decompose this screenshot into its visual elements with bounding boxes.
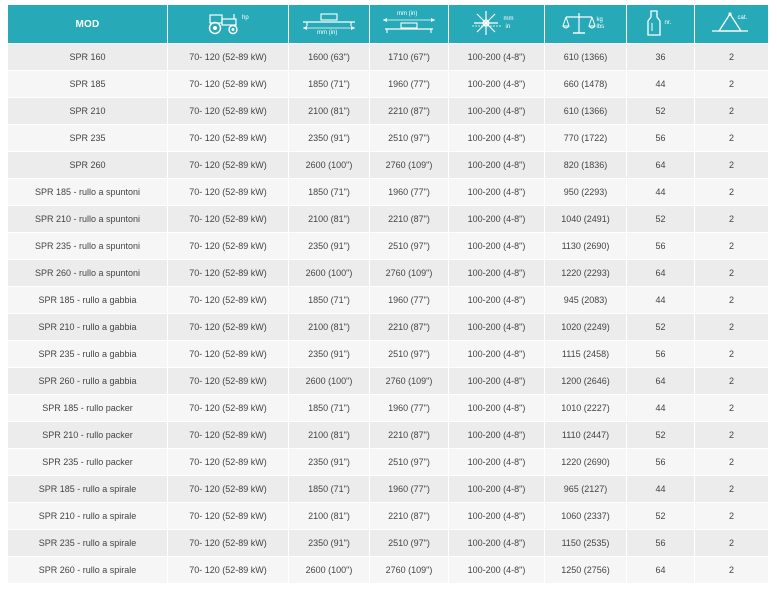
hitch-category-cell: 2 (695, 259, 768, 286)
hitch-category-cell: 2 (695, 313, 768, 340)
working-depth-cell: 100-200 (4-8") (449, 529, 545, 556)
weight-cell: 660 (1478) (545, 70, 627, 97)
working-depth-cell: 100-200 (4-8") (449, 232, 545, 259)
weight-cell: 1150 (2535) (545, 529, 627, 556)
header-working-width (289, 5, 370, 43)
table-row (8, 367, 768, 394)
blades-cell: 44 (627, 70, 695, 97)
blades-cell: 64 (627, 556, 695, 583)
overall-width-icon (379, 9, 439, 37)
blades-cell: 56 (627, 529, 695, 556)
weight-cell: 610 (1366) (545, 97, 627, 124)
weight-cell: 945 (2083) (545, 286, 627, 313)
model-cell: SPR 185 - rullo packer (8, 394, 168, 421)
table-row (8, 340, 768, 367)
weight-unit-bottom: lbs (596, 24, 605, 30)
overall-width-cell: 2210 (87") (370, 502, 449, 529)
power-unit-label: hp (242, 15, 249, 21)
blades-cell: 64 (627, 259, 695, 286)
working-width-cell: 2100 (81") (289, 97, 370, 124)
model-cell: SPR 210 (8, 97, 168, 124)
model-cell: SPR 185 - rullo a spuntoni (8, 178, 168, 205)
weight-cell: 1020 (2249) (545, 313, 627, 340)
weight-cell: 1250 (2756) (545, 556, 627, 583)
overall-width-cell: 1960 (77") (370, 475, 449, 502)
hitch-category-cell: 2 (695, 205, 768, 232)
weight-cell: 1060 (2337) (545, 502, 627, 529)
power-cell: 70- 120 (52-89 kW) (168, 151, 289, 178)
blades-cell: 52 (627, 421, 695, 448)
working-depth-icon (470, 9, 524, 37)
overall-width-cell: 2510 (97") (370, 232, 449, 259)
overall-width-cell: 2760 (109") (370, 259, 449, 286)
model-cell: SPR 160 (8, 43, 168, 70)
overall-width-cell: 2210 (87") (370, 421, 449, 448)
header-overall-width (370, 5, 449, 43)
power-cell: 70- 120 (52-89 kW) (168, 556, 289, 583)
tractor-icon (204, 11, 252, 35)
blades-cell: 56 (627, 340, 695, 367)
overall-width-cell: 2760 (109") (370, 556, 449, 583)
working-depth-cell: 100-200 (4-8") (449, 70, 545, 97)
table-row (8, 394, 768, 421)
blades-cell: 52 (627, 205, 695, 232)
blades-cell: 44 (627, 394, 695, 421)
table-row (8, 556, 768, 583)
model-cell: SPR 235 (8, 124, 168, 151)
power-cell: 70- 120 (52-89 kW) (168, 421, 289, 448)
working-depth-cell: 100-200 (4-8") (449, 43, 545, 70)
model-cell: SPR 235 - rullo a spirale (8, 529, 168, 556)
header-power (168, 5, 289, 43)
power-cell: 70- 120 (52-89 kW) (168, 475, 289, 502)
blades-cell: 44 (627, 475, 695, 502)
hitch-category-cell: 2 (695, 529, 768, 556)
model-cell: SPR 185 (8, 70, 168, 97)
overall-width-cell: 2760 (109") (370, 151, 449, 178)
overall-width-cell: 1960 (77") (370, 70, 449, 97)
working-width-cell: 2100 (81") (289, 421, 370, 448)
overall-width-cell: 2210 (87") (370, 313, 449, 340)
table-row (8, 313, 768, 340)
power-cell: 70- 120 (52-89 kW) (168, 367, 289, 394)
hitch-category-cell: 2 (695, 475, 768, 502)
spec-table-container (8, 5, 768, 583)
weight-cell: 1200 (2646) (545, 367, 627, 394)
blade-icon (643, 9, 679, 37)
working-width-cell: 2600 (100") (289, 367, 370, 394)
table-row (8, 448, 768, 475)
power-cell: 70- 120 (52-89 kW) (168, 43, 289, 70)
working-depth-cell: 100-200 (4-8") (449, 448, 545, 475)
hitch-unit-label: cat. (737, 15, 748, 21)
power-cell: 70- 120 (52-89 kW) (168, 286, 289, 313)
model-cell: SPR 185 - rullo a spirale (8, 475, 168, 502)
power-cell: 70- 120 (52-89 kW) (168, 124, 289, 151)
blades-cell: 44 (627, 178, 695, 205)
working-depth-cell: 100-200 (4-8") (449, 97, 545, 124)
table-row (8, 259, 768, 286)
working-width-cell: 2600 (100") (289, 556, 370, 583)
header-hitch-category (695, 5, 768, 43)
model-cell: SPR 235 - rullo packer (8, 448, 168, 475)
weight-cell: 1220 (2293) (545, 259, 627, 286)
working-width-cell: 1850 (71") (289, 394, 370, 421)
blades-cell: 52 (627, 313, 695, 340)
header-model: MOD (8, 5, 168, 43)
working-width-cell: 2350 (91") (289, 340, 370, 367)
hitch-category-cell: 2 (695, 286, 768, 313)
working-width-cell: 2100 (81") (289, 205, 370, 232)
power-cell: 70- 120 (52-89 kW) (168, 340, 289, 367)
model-cell: SPR 235 - rullo a gabbia (8, 340, 168, 367)
working-width-unit-label: mm (in) (317, 30, 338, 36)
weight-cell: 1110 (2447) (545, 421, 627, 448)
working-depth-cell: 100-200 (4-8") (449, 151, 545, 178)
model-cell: SPR 260 - rullo a spirale (8, 556, 168, 583)
hitch-category-cell: 2 (695, 421, 768, 448)
working-depth-cell: 100-200 (4-8") (449, 178, 545, 205)
working-depth-cell: 100-200 (4-8") (449, 556, 545, 583)
table-row (8, 232, 768, 259)
working-width-cell: 1850 (71") (289, 178, 370, 205)
blades-cell: 52 (627, 97, 695, 124)
table-row (8, 43, 768, 70)
blades-cell: 36 (627, 43, 695, 70)
hitch-category-cell: 2 (695, 178, 768, 205)
hitch-category-cell: 2 (695, 367, 768, 394)
model-cell: SPR 185 - rullo a gabbia (8, 286, 168, 313)
overall-width-cell: 2510 (97") (370, 340, 449, 367)
power-cell: 70- 120 (52-89 kW) (168, 529, 289, 556)
working-width-cell: 2600 (100") (289, 151, 370, 178)
depth-unit-bottom: in (505, 24, 511, 30)
weight-unit-top: kg (596, 17, 603, 23)
overall-width-cell: 1960 (77") (370, 286, 449, 313)
blades-cell: 52 (627, 502, 695, 529)
working-depth-cell: 100-200 (4-8") (449, 259, 545, 286)
blades-cell: 56 (627, 232, 695, 259)
overall-width-cell: 2510 (97") (370, 529, 449, 556)
hitch-category-cell: 2 (695, 340, 768, 367)
model-cell: SPR 210 - rullo a spuntoni (8, 205, 168, 232)
table-row (8, 151, 768, 178)
overall-width-cell: 2510 (97") (370, 448, 449, 475)
weight-cell: 610 (1366) (545, 43, 627, 70)
overall-width-cell: 2760 (109") (370, 367, 449, 394)
working-width-cell: 2350 (91") (289, 232, 370, 259)
working-depth-cell: 100-200 (4-8") (449, 475, 545, 502)
weight-cell: 1010 (2227) (545, 394, 627, 421)
model-cell: SPR 210 - rullo a spirale (8, 502, 168, 529)
table-row (8, 421, 768, 448)
hitch-category-cell: 2 (695, 232, 768, 259)
weight-cell: 950 (2293) (545, 178, 627, 205)
header-blades (627, 5, 695, 43)
working-depth-cell: 100-200 (4-8") (449, 421, 545, 448)
power-cell: 70- 120 (52-89 kW) (168, 313, 289, 340)
power-cell: 70- 120 (52-89 kW) (168, 97, 289, 124)
spec-table (8, 5, 768, 583)
blades-unit-label: nr. (664, 20, 672, 26)
working-depth-cell: 100-200 (4-8") (449, 340, 545, 367)
overall-width-cell: 2210 (87") (370, 205, 449, 232)
model-cell: SPR 210 - rullo a gabbia (8, 313, 168, 340)
table-row (8, 205, 768, 232)
hitch-category-cell: 2 (695, 448, 768, 475)
weight-cell: 1130 (2690) (545, 232, 627, 259)
weight-scale-icon (561, 9, 611, 37)
working-depth-cell: 100-200 (4-8") (449, 124, 545, 151)
hitch-category-cell: 2 (695, 97, 768, 124)
working-depth-cell: 100-200 (4-8") (449, 394, 545, 421)
power-cell: 70- 120 (52-89 kW) (168, 70, 289, 97)
weight-cell: 1040 (2491) (545, 205, 627, 232)
hitch-category-cell: 2 (695, 502, 768, 529)
working-width-cell: 2350 (91") (289, 124, 370, 151)
working-width-cell: 2100 (81") (289, 502, 370, 529)
working-width-icon (299, 9, 359, 37)
working-width-cell: 1600 (63") (289, 43, 370, 70)
overall-width-cell: 1710 (67") (370, 43, 449, 70)
power-cell: 70- 120 (52-89 kW) (168, 205, 289, 232)
overall-width-cell: 2510 (97") (370, 124, 449, 151)
working-width-cell: 1850 (71") (289, 286, 370, 313)
weight-cell: 820 (1836) (545, 151, 627, 178)
power-cell: 70- 120 (52-89 kW) (168, 448, 289, 475)
power-cell: 70- 120 (52-89 kW) (168, 178, 289, 205)
table-row (8, 178, 768, 205)
overall-width-cell: 2210 (87") (370, 97, 449, 124)
hitch-category-cell: 2 (695, 124, 768, 151)
model-cell: SPR 235 - rullo a spuntoni (8, 232, 168, 259)
hitch-category-cell: 2 (695, 556, 768, 583)
blades-cell: 56 (627, 448, 695, 475)
model-cell: SPR 210 - rullo packer (8, 421, 168, 448)
model-cell: SPR 260 - rullo a spuntoni (8, 259, 168, 286)
table-row (8, 475, 768, 502)
blades-cell: 64 (627, 151, 695, 178)
working-width-cell: 2350 (91") (289, 529, 370, 556)
table-row (8, 97, 768, 124)
model-cell: SPR 260 - rullo a gabbia (8, 367, 168, 394)
header-row (8, 5, 768, 43)
working-width-cell: 2600 (100") (289, 259, 370, 286)
power-cell: 70- 120 (52-89 kW) (168, 394, 289, 421)
header-weight (545, 5, 627, 43)
working-depth-cell: 100-200 (4-8") (449, 205, 545, 232)
working-depth-cell: 100-200 (4-8") (449, 502, 545, 529)
weight-cell: 1115 (2458) (545, 340, 627, 367)
power-cell: 70- 120 (52-89 kW) (168, 232, 289, 259)
working-width-cell: 2350 (91") (289, 448, 370, 475)
working-depth-cell: 100-200 (4-8") (449, 313, 545, 340)
working-width-cell: 1850 (71") (289, 475, 370, 502)
table-row (8, 502, 768, 529)
overall-width-cell: 1960 (77") (370, 394, 449, 421)
depth-unit-top: mm (503, 16, 514, 22)
blades-cell: 64 (627, 367, 695, 394)
power-cell: 70- 120 (52-89 kW) (168, 502, 289, 529)
overall-width-unit-label: mm (in) (397, 11, 418, 17)
blades-cell: 44 (627, 286, 695, 313)
table-row (8, 529, 768, 556)
hitch-category-icon (710, 9, 754, 37)
weight-cell: 965 (2127) (545, 475, 627, 502)
header-working-depth (449, 5, 545, 43)
working-depth-cell: 100-200 (4-8") (449, 286, 545, 313)
working-depth-cell: 100-200 (4-8") (449, 367, 545, 394)
working-width-cell: 1850 (71") (289, 70, 370, 97)
spec-table-body (8, 43, 768, 583)
table-row (8, 286, 768, 313)
model-cell: SPR 260 (8, 151, 168, 178)
weight-cell: 770 (1722) (545, 124, 627, 151)
hitch-category-cell: 2 (695, 394, 768, 421)
blades-cell: 56 (627, 124, 695, 151)
weight-cell: 1220 (2690) (545, 448, 627, 475)
hitch-category-cell: 2 (695, 70, 768, 97)
hitch-category-cell: 2 (695, 151, 768, 178)
hitch-category-cell: 2 (695, 43, 768, 70)
working-width-cell: 2100 (81") (289, 313, 370, 340)
table-row (8, 70, 768, 97)
table-row (8, 124, 768, 151)
overall-width-cell: 1960 (77") (370, 178, 449, 205)
power-cell: 70- 120 (52-89 kW) (168, 259, 289, 286)
